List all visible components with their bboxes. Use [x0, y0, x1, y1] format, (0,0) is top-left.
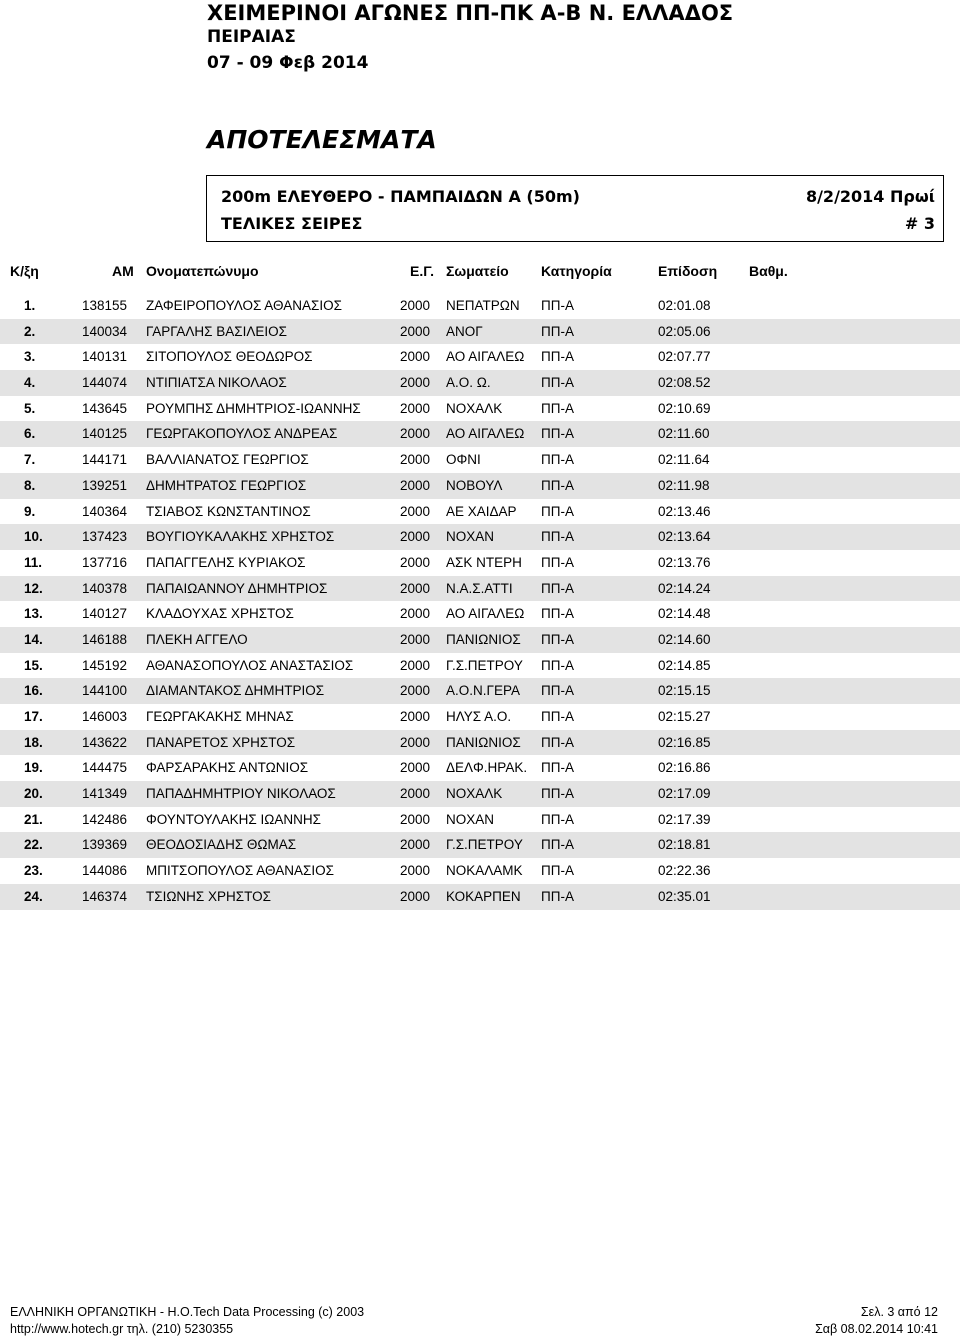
cell-category: ΠΠ-Α [541, 323, 574, 339]
table-row [0, 755, 960, 781]
cell-category: ΠΠ-Α [541, 837, 574, 853]
table-row [0, 344, 960, 370]
cell-rank: 3. [24, 349, 36, 365]
table-row [0, 550, 960, 576]
cell-category: ΠΠ-Α [541, 786, 574, 802]
cell-yob: 2000 [400, 786, 431, 802]
cell-yob: 2000 [400, 683, 431, 699]
cell-am: 145192 [82, 657, 128, 673]
cell-name: ΔΙΑΜΑΝΤΑΚΟΣ ΔΗΜΗΤΡΙΟΣ [146, 683, 325, 699]
cell-yob: 2000 [400, 375, 431, 391]
cell-time: 02:13.46 [658, 503, 711, 519]
cell-club: ΝΟΧΑΝ [446, 811, 495, 827]
col-header-points: Βαθμ. [749, 263, 788, 279]
cell-name: ΠΑΠΑΔΗΜΗΤΡΙΟΥ ΝΙΚΟΛΑΟΣ [146, 786, 336, 802]
cell-yob: 2000 [400, 837, 431, 853]
col-header-yob: Ε.Γ. [410, 263, 434, 279]
table-row [0, 421, 960, 447]
cell-yob: 2000 [400, 298, 431, 313]
table-row [0, 601, 960, 627]
table-row [0, 319, 960, 345]
table-row [0, 884, 960, 910]
cell-time: 02:17.39 [658, 811, 711, 827]
cell-time: 02:14.60 [658, 631, 711, 647]
cell-name: ΦΟΥΝΤΟΥΛΑΚΗΣ ΙΩΑΝΝΗΣ [146, 811, 321, 827]
cell-rank: 19. [24, 760, 43, 776]
cell-am: 141349 [82, 786, 128, 802]
cell-category: ΠΠ-Α [541, 554, 574, 570]
cell-time: 02:15.15 [658, 683, 711, 699]
cell-am: 143622 [82, 734, 128, 750]
cell-rank: 16. [24, 683, 43, 699]
cell-am: 146188 [82, 631, 128, 647]
cell-time: 02:15.27 [658, 709, 711, 724]
cell-time: 02:07.77 [658, 349, 711, 365]
cell-category: ΠΠ-Α [541, 657, 574, 673]
cell-name: ΓΕΩΡΓΑΚΑΚΗΣ ΜΗΝΑΣ [146, 709, 294, 724]
cell-rank: 22. [24, 837, 43, 853]
cell-category: ΠΠ-Α [541, 580, 574, 596]
table-row [0, 396, 960, 422]
event-name: 200m ΕΛΕΥΘΕΡΟ - ΠΑΜΠΑΙΔΩΝ Α (50m) [221, 187, 580, 206]
cell-time: 02:14.85 [658, 657, 711, 673]
table-row [0, 293, 960, 319]
event-date-session: 8/2/2014 Πρωί [805, 187, 935, 206]
cell-time: 02:22.36 [658, 863, 711, 879]
cell-rank: 9. [24, 503, 36, 519]
cell-club: ΑΣΚ ΝΤΕΡΗ [446, 554, 522, 570]
cell-rank: 12. [24, 580, 43, 596]
cell-name: ΒΑΛΛΙΑΝΑΤΟΣ ΓΕΩΡΓΙΟΣ [146, 452, 309, 468]
table-row [0, 730, 960, 756]
table-row [0, 781, 960, 807]
cell-name: ΓΑΡΓΑΛΗΣ ΒΑΣΙΛΕΙΟΣ [146, 323, 287, 339]
cell-category: ΠΠ-Α [541, 760, 574, 776]
cell-am: 144171 [82, 452, 128, 468]
cell-am: 140378 [82, 580, 128, 596]
cell-club: ΝΟΒΟΥΛ [446, 477, 503, 493]
cell-name: ΦΑΡΣΑΡΑΚΗΣ ΑΝΤΩΝΙΟΣ [146, 760, 309, 776]
results-table [0, 293, 960, 910]
cell-time: 02:11.60 [658, 426, 710, 442]
cell-name: ΒΟΥΓΙΟΥΚΑΛΑΚΗΣ ΧΡΗΣΤΟΣ [146, 529, 335, 545]
cell-yob: 2000 [400, 529, 431, 545]
cell-club: Α.Ο.Ν.ΓΕΡΑ [446, 683, 520, 699]
cell-time: 02:13.64 [658, 529, 711, 545]
cell-am: 139251 [82, 477, 128, 493]
section-title: ΑΠΟΤΕΛΕΣΜΑΤΑ [207, 125, 437, 154]
cell-time: 02:11.64 [658, 452, 710, 468]
cell-rank: 6. [24, 426, 36, 442]
cell-name: ΝΤΙΠΙΑΤΣΑ ΝΙΚΟΛΑΟΣ [146, 375, 287, 391]
cell-club: ΑΟ ΑΙΓΑΛΕΩ [446, 349, 525, 365]
table-row [0, 370, 960, 396]
cell-am: 137716 [82, 554, 128, 570]
cell-yob: 2000 [400, 503, 431, 519]
table-row [0, 627, 960, 653]
cell-rank: 21. [24, 811, 43, 827]
footer-website: http://www.hotech.gr τηλ. (210) 5230355 [10, 1322, 234, 1336]
cell-club: ΑΕ ΧΑΙΔΑΡ [446, 503, 517, 519]
cell-rank: 2. [24, 323, 36, 339]
cell-am: 144475 [82, 760, 128, 776]
cell-club: ΗΛΥΣ Α.Ο. [446, 709, 512, 724]
cell-name: ΓΕΩΡΓΑΚΟΠΟΥΛΟΣ ΑΝΔΡΕΑΣ [146, 426, 338, 442]
cell-yob: 2000 [400, 811, 431, 827]
cell-time: 02:16.86 [658, 760, 711, 776]
cell-time: 02:14.24 [658, 580, 711, 596]
cell-category: ΠΠ-Α [541, 503, 574, 519]
col-header-time: Επίδοση [658, 263, 718, 279]
cell-name: ΑΘΑΝΑΣΟΠΟΥΛΟΣ ΑΝΑΣΤΑΣΙΟΣ [146, 657, 354, 673]
col-header-name: Ονοματεπώνυμο [146, 263, 259, 279]
cell-time: 02:13.76 [658, 554, 711, 570]
cell-name: ΔΗΜΗΤΡΑΤΟΣ ΓΕΩΡΓΙΟΣ [146, 477, 307, 493]
cell-rank: 23. [24, 863, 43, 879]
cell-yob: 2000 [400, 426, 431, 442]
col-header-club: Σωματείο [446, 263, 509, 279]
cell-name: ΤΣΙΑΒΟΣ ΚΩΝΣΤΑΝΤΙΝΟΣ [146, 503, 311, 519]
cell-yob: 2000 [400, 657, 431, 673]
cell-club: Α.Ο. Ω. [446, 375, 491, 391]
cell-yob: 2000 [400, 349, 431, 365]
cell-name: ΠΑΠΑΓΓΕΛΗΣ ΚΥΡΙΑΚΟΣ [146, 554, 306, 570]
cell-time: 02:18.81 [658, 837, 711, 853]
cell-rank: 1. [24, 298, 36, 313]
table-row [0, 447, 960, 473]
cell-name: ΡΟΥΜΠΗΣ ΔΗΜΗΤΡΙΟΣ-ΙΩΑΝΝΗΣ [146, 400, 361, 416]
cell-rank: 5. [24, 400, 36, 416]
table-row [0, 524, 960, 550]
cell-club: ΑΝΟΓ [446, 323, 483, 339]
cell-name: ΠΑΠΑΙΩΑΝΝΟΥ ΔΗΜΗΤΡΙΟΣ [146, 580, 328, 596]
cell-category: ΠΠ-Α [541, 863, 574, 879]
cell-yob: 2000 [400, 631, 431, 647]
cell-time: 02:35.01 [658, 888, 711, 904]
cell-time: 02:01.08 [658, 298, 711, 313]
cell-rank: 17. [24, 709, 43, 724]
cell-yob: 2000 [400, 400, 431, 416]
col-header-am: ΑΜ [112, 263, 134, 279]
cell-rank: 24. [24, 888, 43, 904]
table-row [0, 807, 960, 833]
cell-category: ΠΠ-Α [541, 709, 574, 724]
table-row [0, 704, 960, 730]
cell-category: ΠΠ-Α [541, 477, 574, 493]
cell-am: 140131 [82, 349, 128, 365]
cell-rank: 7. [24, 452, 36, 468]
cell-club: Ν.Α.Σ.ΑΤΤΙ [446, 580, 513, 596]
cell-category: ΠΠ-Α [541, 811, 574, 827]
cell-am: 144074 [82, 375, 128, 391]
cell-club: ΝΟΧΑΝ [446, 529, 495, 545]
footer-page: Σελ. 3 από 12 [860, 1305, 938, 1319]
cell-rank: 14. [24, 631, 43, 647]
cell-rank: 4. [24, 375, 36, 391]
footer-printed: Σαβ 08.02.2014 10:41 [815, 1322, 938, 1336]
cell-yob: 2000 [400, 580, 431, 596]
cell-am: 142486 [82, 811, 128, 827]
cell-yob: 2000 [400, 452, 431, 468]
cell-am: 140364 [82, 503, 128, 519]
cell-club: ΑΟ ΑΙΓΑΛΕΩ [446, 426, 525, 442]
cell-club: Γ.Σ.ΠΕΤΡΟΥ [446, 657, 523, 673]
cell-time: 02:14.48 [658, 606, 711, 622]
cell-time: 02:16.85 [658, 734, 711, 750]
cell-time: 02:11.98 [658, 477, 710, 493]
cell-category: ΠΠ-Α [541, 529, 574, 545]
table-row [0, 832, 960, 858]
cell-time: 02:05.06 [658, 323, 711, 339]
cell-name: ΚΛΑΔΟΥΧΑΣ ΧΡΗΣΤΟΣ [146, 606, 294, 622]
event-phase: ΤΕΛΙΚΕΣ ΣΕΙΡΕΣ [221, 214, 363, 233]
cell-am: 146374 [82, 888, 128, 904]
cell-club: ΝΟΧΑΛΚ [446, 400, 503, 416]
heat-number: # 3 [904, 214, 935, 233]
table-row [0, 473, 960, 499]
cell-yob: 2000 [400, 477, 431, 493]
cell-category: ΠΠ-Α [541, 375, 574, 391]
cell-yob: 2000 [400, 554, 431, 570]
cell-name: ΠΑΝΑΡΕΤΟΣ ΧΡΗΣΤΟΣ [146, 734, 296, 750]
cell-yob: 2000 [400, 888, 431, 904]
cell-club: Γ.Σ.ΠΕΤΡΟΥ [446, 837, 523, 853]
cell-category: ΠΠ-Α [541, 400, 574, 416]
cell-rank: 8. [24, 477, 36, 493]
table-row [0, 499, 960, 525]
cell-am: 137423 [82, 529, 128, 545]
table-row [0, 576, 960, 602]
event-box [206, 175, 944, 242]
cell-category: ΠΠ-Α [541, 349, 574, 365]
cell-category: ΠΠ-Α [541, 734, 574, 750]
cell-name: ΣΙΤΟΠΟΥΛΟΣ ΘΕΟΔΩΡΟΣ [146, 349, 313, 365]
table-row [0, 678, 960, 704]
cell-rank: 11. [24, 554, 43, 570]
col-header-rank: Κ/ξη [10, 263, 39, 279]
cell-category: ΠΠ-Α [541, 888, 574, 904]
cell-category: ΠΠ-Α [541, 631, 574, 647]
cell-rank: 18. [24, 734, 43, 750]
cell-club: ΚΟΚΑΡΠΕΝ [446, 888, 521, 904]
venue: ΠΕΙΡΑΙΑΣ [207, 27, 296, 47]
cell-category: ΠΠ-Α [541, 606, 574, 622]
table-row [0, 653, 960, 679]
cell-am: 144086 [82, 863, 128, 879]
cell-am: 143645 [82, 400, 128, 416]
cell-time: 02:17.09 [658, 786, 711, 802]
cell-rank: 20. [24, 786, 43, 802]
cell-am: 139369 [82, 837, 128, 853]
cell-am: 146003 [82, 709, 128, 724]
cell-yob: 2000 [400, 606, 431, 622]
col-header-category: Κατηγορία [541, 263, 612, 279]
cell-name: ΘΕΟΔΟΣΙΑΔΗΣ ΘΩΜΑΣ [146, 837, 297, 853]
cell-time: 02:10.69 [658, 400, 711, 416]
cell-yob: 2000 [400, 734, 431, 750]
cell-club: ΔΕΛΦ.ΗΡΑΚ. [446, 760, 528, 776]
cell-club: ΝΕΠΑΤΡΩΝ [446, 298, 520, 313]
cell-name: ΜΠΙΤΣΟΠΟΥΛΟΣ ΑΘΑΝΑΣΙΟΣ [146, 863, 334, 879]
cell-yob: 2000 [400, 709, 431, 724]
meet-dates: 07 - 09 Φεβ 2014 [207, 53, 369, 73]
cell-am: 144100 [82, 683, 128, 699]
cell-yob: 2000 [400, 760, 431, 776]
cell-category: ΠΠ-Α [541, 683, 574, 699]
cell-category: ΠΠ-Α [541, 298, 574, 313]
cell-name: ΠΛΕΚΗ ΑΓΓΕΛΟ [146, 631, 248, 647]
cell-rank: 13. [24, 606, 43, 622]
cell-club: ΟΦΝΙ [446, 452, 481, 468]
cell-club: ΠΑΝΙΩΝΙΟΣ [446, 631, 521, 647]
cell-am: 138155 [82, 298, 128, 313]
cell-club: ΝΟΚΑΛΑΜΚ [446, 863, 523, 879]
cell-rank: 15. [24, 657, 43, 673]
cell-rank: 10. [24, 529, 43, 545]
cell-yob: 2000 [400, 863, 431, 879]
cell-category: ΠΠ-Α [541, 452, 574, 468]
cell-am: 140034 [82, 323, 128, 339]
cell-am: 140127 [82, 606, 128, 622]
cell-club: ΑΟ ΑΙΓΑΛΕΩ [446, 606, 525, 622]
cell-name: ΤΣΙΩΝΗΣ ΧΡΗΣΤΟΣ [146, 888, 271, 904]
cell-time: 02:08.52 [658, 375, 711, 391]
cell-name: ΖΑΦΕΙΡΟΠΟΥΛΟΣ ΑΘΑΝΑΣΙΟΣ [146, 298, 342, 313]
cell-club: ΝΟΧΑΛΚ [446, 786, 503, 802]
cell-am: 140125 [82, 426, 128, 442]
cell-category: ΠΠ-Α [541, 426, 574, 442]
cell-club: ΠΑΝΙΩΝΙΟΣ [446, 734, 521, 750]
footer-organizer: ΕΛΛΗΝΙΚΗ ΟΡΓΑΝΩΤΙΚΗ - Η.Ο.Tech Data Processing (c) 2003 [10, 1305, 365, 1319]
cell-yob: 2000 [400, 323, 431, 339]
meet-title: ΧΕΙΜΕΡΙΝΟΙ ΑΓΩΝΕΣ ΠΠ-ΠΚ Α-Β Ν. ΕΛΛΑΔΟΣ [207, 1, 734, 25]
table-row [0, 858, 960, 884]
